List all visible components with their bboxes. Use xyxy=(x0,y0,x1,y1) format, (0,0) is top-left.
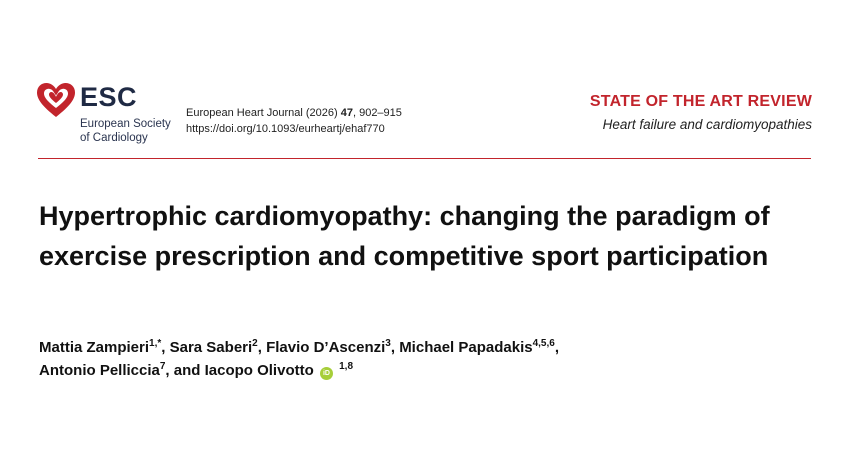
author[interactable] xyxy=(266,339,391,356)
author[interactable] xyxy=(39,339,161,356)
author-name: Sara Saberi xyxy=(169,339,253,356)
journal-pages: , 902–915 xyxy=(352,107,402,119)
article-header xyxy=(36,78,812,158)
author-name: Flavio D’Ascenzi xyxy=(266,339,386,356)
author-name: Michael Papadakis xyxy=(399,339,533,356)
author[interactable] xyxy=(170,339,258,356)
author[interactable] xyxy=(39,362,165,379)
society-name xyxy=(80,117,171,145)
author-name: Antonio Pelliccia xyxy=(39,362,160,379)
society-line-2: of Cardiology xyxy=(80,132,148,144)
author-name: Mattia Zampieri xyxy=(39,339,150,356)
author-affiliation: 4,5,6 xyxy=(532,338,555,349)
author-affiliation: 2 xyxy=(252,338,258,349)
author-separator: , xyxy=(161,339,170,356)
author-separator: , xyxy=(390,339,400,356)
doi-link[interactable]: https://doi.org/10.1093/eurheartj/ehaf770 xyxy=(186,123,385,135)
orcid-icon[interactable]: iD xyxy=(320,367,333,380)
society-line-1: European Society xyxy=(80,118,171,130)
author-name: Iacopo Olivotto xyxy=(204,362,314,379)
esc-abbreviation: ESC xyxy=(80,82,138,112)
author-affiliation: 1,* xyxy=(149,338,162,349)
author-separator: , xyxy=(257,339,267,356)
author-affiliation: 1,8 xyxy=(339,361,354,372)
journal-name: European Heart Journal (2026) xyxy=(186,107,338,119)
author-affiliation: 7 xyxy=(159,361,166,372)
author-separator: , and xyxy=(165,362,205,379)
esc-heart-icon xyxy=(36,82,76,120)
author[interactable] xyxy=(205,362,353,379)
header-divider xyxy=(38,158,811,159)
journal-volume: 47 xyxy=(340,107,353,119)
review-topic: Heart failure and cardiomyopathies xyxy=(602,117,812,132)
review-label xyxy=(590,93,812,132)
author[interactable] xyxy=(399,339,555,356)
esc-logo[interactable] xyxy=(36,78,176,148)
author-list xyxy=(39,336,809,382)
author-separator: , xyxy=(554,339,560,356)
journal-citation xyxy=(186,105,402,137)
journal-reference xyxy=(186,105,402,121)
article-title: Hypertrophic cardiomyopathy: changing the paradigm of exercise prescription and competitive sport participation xyxy=(39,201,770,271)
author-affiliation: 3 xyxy=(385,338,391,349)
review-type: STATE OF THE ART REVIEW xyxy=(589,93,812,110)
